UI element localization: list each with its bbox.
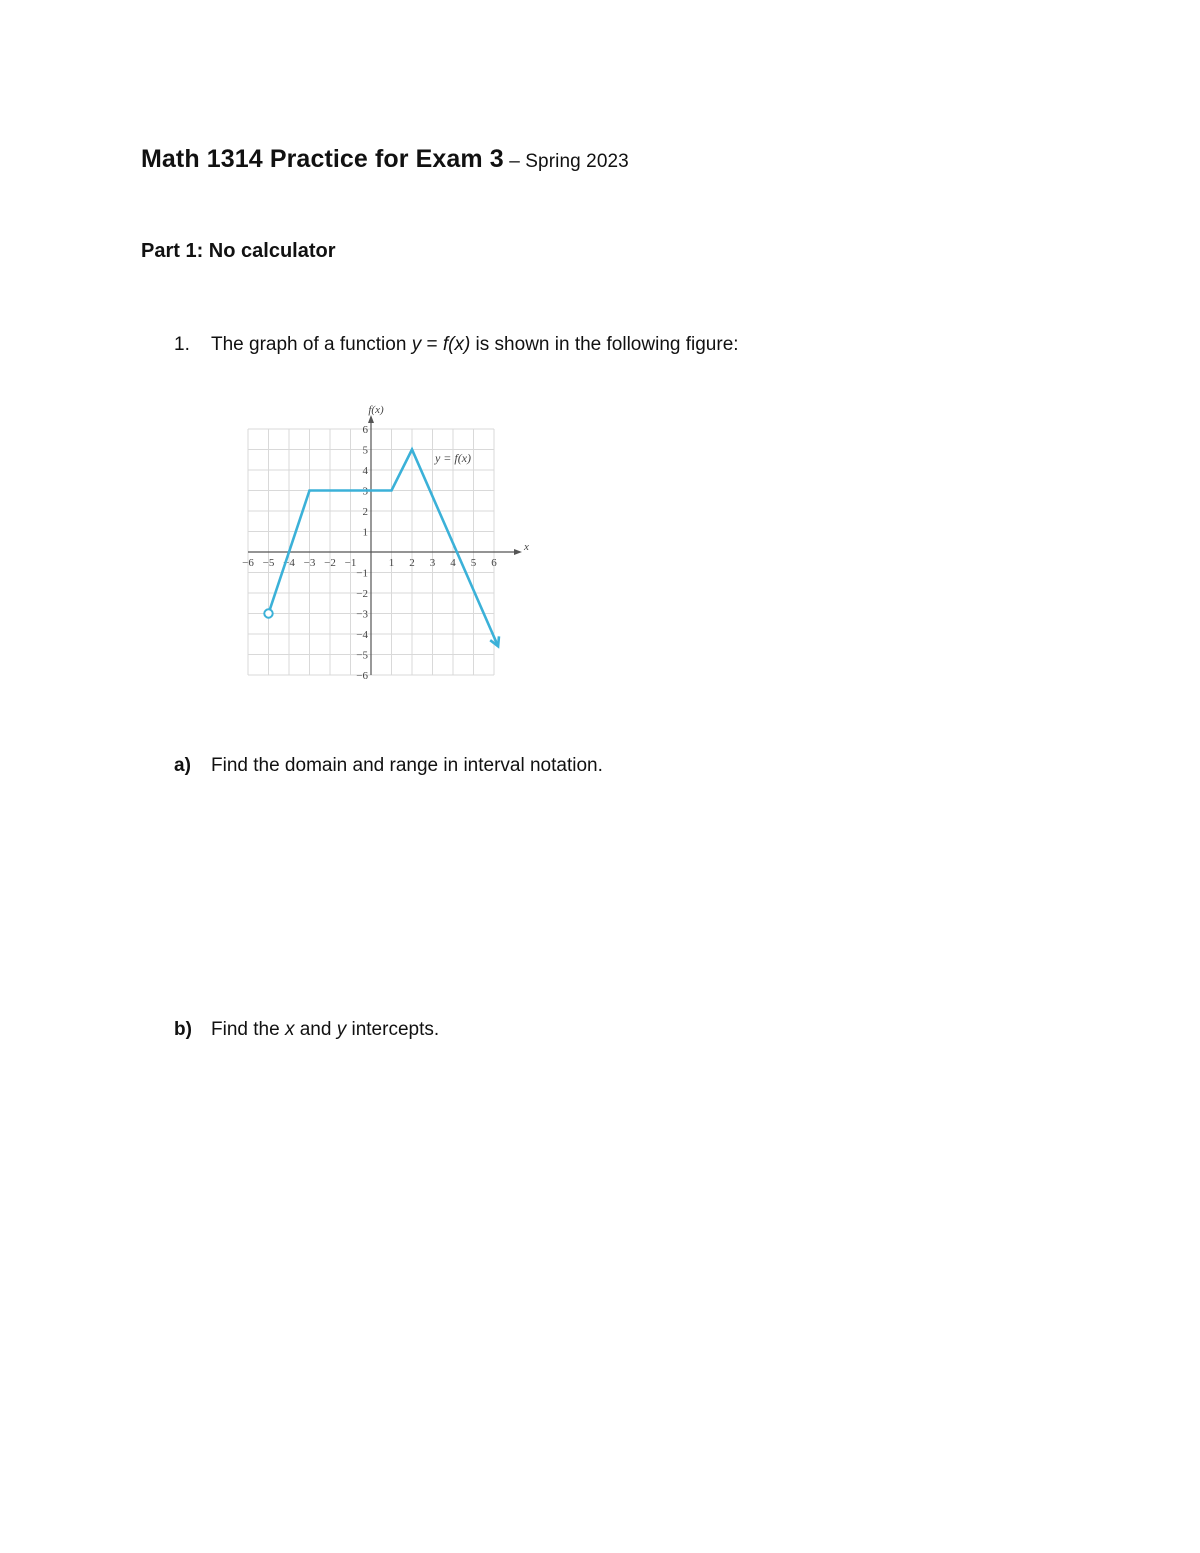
- curve-label: y = f(x): [434, 450, 472, 465]
- question-b-text-mid: and: [294, 1019, 337, 1040]
- y-axis-arrowhead: [368, 415, 374, 423]
- x-axis-label: x: [524, 541, 529, 553]
- question-b-text-after: intercepts.: [346, 1019, 440, 1040]
- open-endpoint: [264, 609, 272, 617]
- question-1-text-after: is shown in the following figure:: [470, 334, 739, 355]
- y-tick-label: 2: [362, 506, 368, 518]
- x-tick-label: −5: [262, 557, 275, 569]
- title-dash: –: [503, 151, 526, 172]
- x-tick-label: 5: [470, 557, 477, 569]
- question-1-y: y: [411, 334, 422, 355]
- y-axis-label: f(x): [368, 404, 384, 416]
- question-a-label: a): [174, 755, 191, 776]
- question-b-y: y: [336, 1019, 347, 1040]
- x-tick-label: 1: [388, 557, 395, 569]
- y-tick-label: 4: [362, 465, 368, 477]
- question-b-label: b): [174, 1019, 192, 1040]
- question-1-fx: f(x): [442, 334, 471, 355]
- y-tick-label: −2: [356, 588, 368, 600]
- x-tick-label: −2: [324, 557, 336, 569]
- x-tick-label: 6: [491, 557, 497, 569]
- y-tick-label: −1: [356, 567, 368, 580]
- x-axis-arrowhead: [514, 549, 522, 555]
- function-graph: [228, 390, 528, 690]
- question-b-x: x: [284, 1019, 295, 1040]
- question-b-text-before: Find the: [211, 1019, 285, 1040]
- part-heading: Part 1: No calculator: [141, 240, 336, 262]
- x-tick-label: 4: [450, 557, 456, 569]
- x-tick-label: −3: [303, 557, 316, 569]
- question-1-number: 1.: [174, 334, 190, 355]
- y-tick-label: 1: [362, 526, 368, 539]
- question-a-text: Find the domain and range in interval notation.: [211, 755, 603, 776]
- y-tick-label: −3: [356, 608, 368, 621]
- x-tick-label: 3: [429, 557, 436, 569]
- y-tick-label: 3: [362, 485, 368, 498]
- title-subtitle: Spring 2023: [525, 151, 629, 172]
- y-tick-label: 5: [362, 444, 368, 457]
- document-title: [141, 145, 629, 174]
- x-tick-label: 2: [409, 557, 415, 569]
- title-main: Math 1314 Practice for Exam 3: [141, 145, 504, 173]
- question-1: [174, 334, 739, 356]
- x-tick-label: −1: [344, 557, 357, 569]
- y-tick-label: −6: [356, 670, 368, 682]
- question-b: [174, 1019, 439, 1041]
- question-1-equals: =: [421, 334, 443, 355]
- question-a: [174, 755, 603, 777]
- y-tick-label: −5: [356, 649, 368, 662]
- x-tick-label: −4: [283, 557, 295, 569]
- x-tick-label: −6: [242, 557, 254, 569]
- y-tick-label: −4: [356, 629, 368, 641]
- y-tick-label: 6: [362, 424, 368, 436]
- function-curve: [269, 450, 499, 647]
- question-1-text-before: The graph of a function: [211, 334, 412, 355]
